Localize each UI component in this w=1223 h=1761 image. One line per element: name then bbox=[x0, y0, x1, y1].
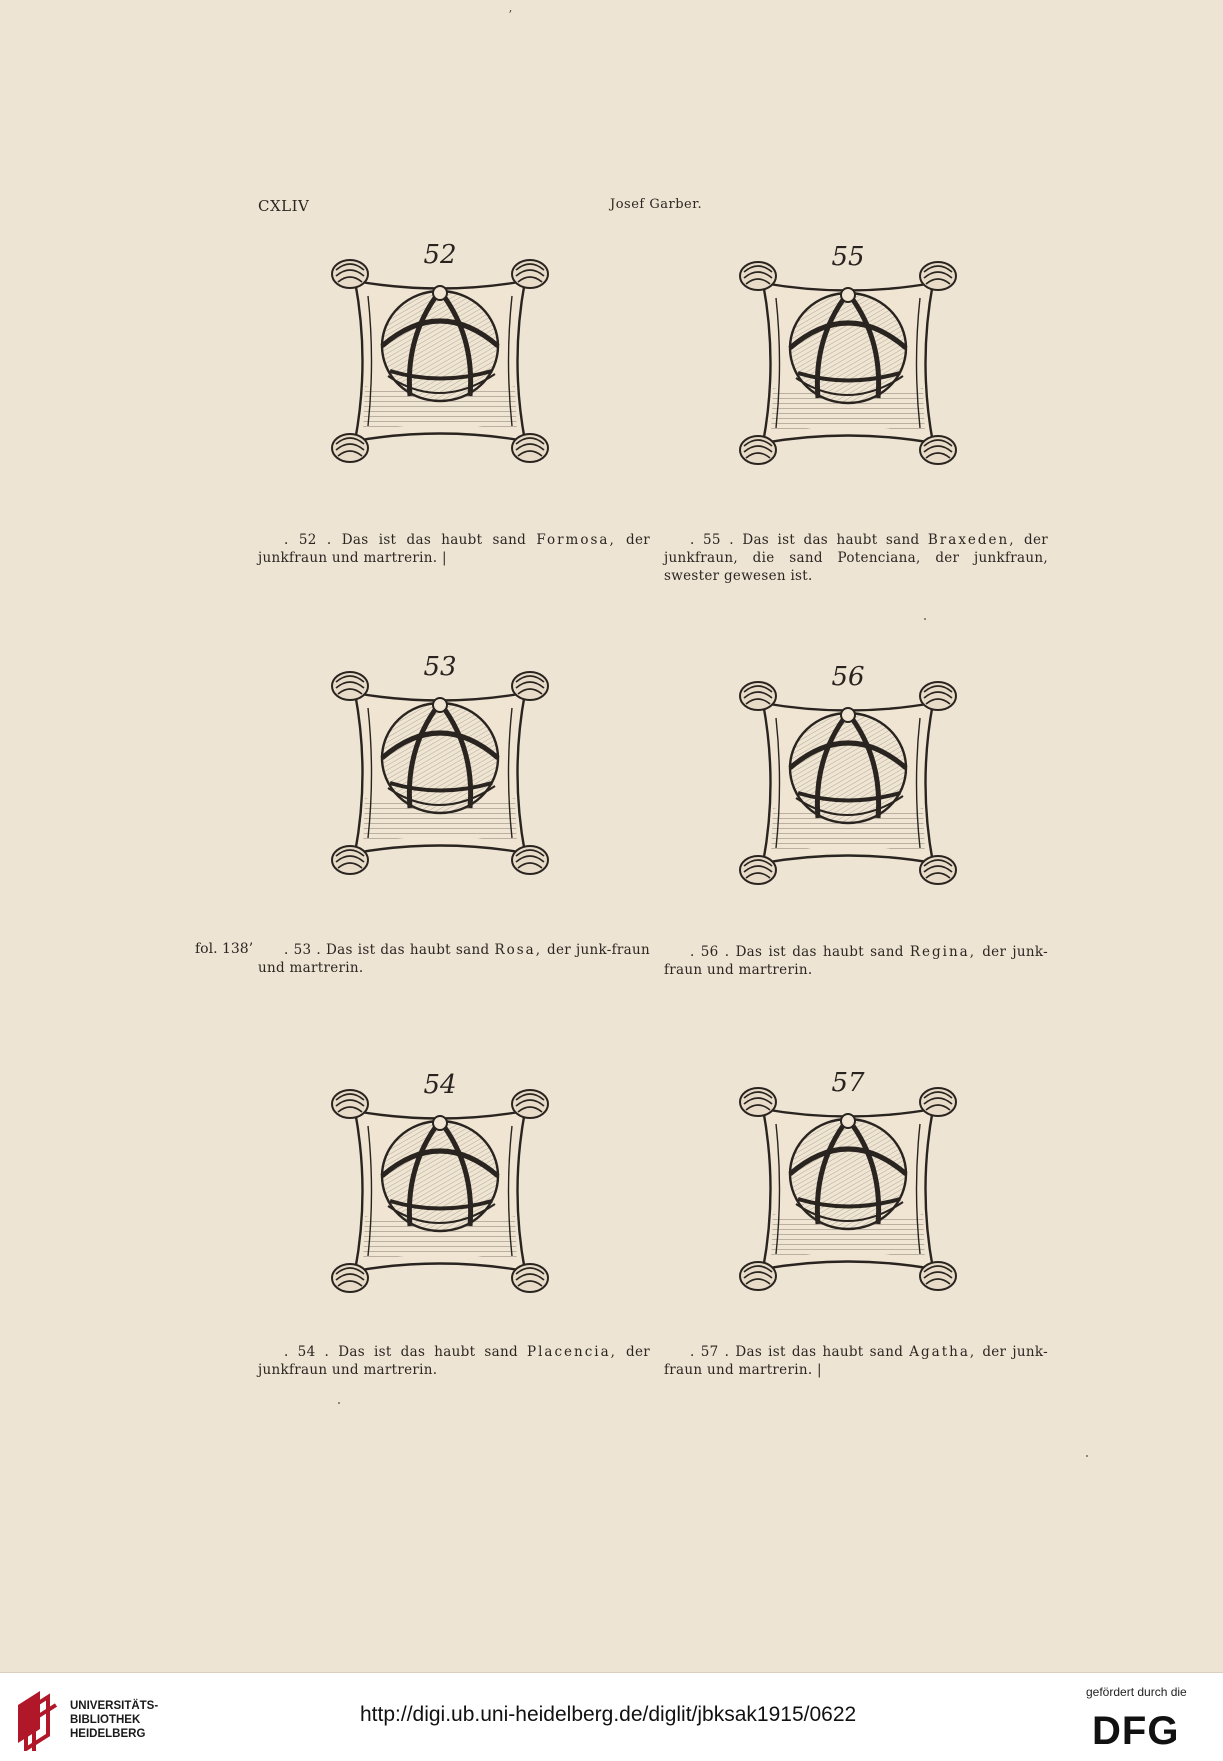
margin-note-folio: fol. 138’ bbox=[195, 941, 254, 957]
figure-number: 57 bbox=[831, 1068, 865, 1098]
woodcut-figure-53 bbox=[310, 648, 570, 898]
caption-53: . 53 . Das ist das haubt sand Rosa, der junk-fraun und martrerin. bbox=[258, 942, 651, 976]
woodcut-figure-56 bbox=[718, 658, 978, 908]
funding-label: gefördert durch die bbox=[1086, 1685, 1187, 1699]
figure-number: 54 bbox=[423, 1070, 457, 1100]
document-url-link[interactable]: http://digi.ub.uni-heidelberg.de/diglit/jbksak1915/0622 bbox=[360, 1703, 857, 1726]
caption-55: . 55 . Das ist das haubt sand Braxeden, der junkfraun, die sand Potenciana, der junkfraun, swester gewesen ist. bbox=[664, 532, 1048, 584]
figure-number: 55 bbox=[831, 242, 865, 272]
caption-54: . 54 . Das ist das haubt sand Placencia, der junkfraun und martrerin. bbox=[258, 1344, 651, 1378]
paper-speck bbox=[924, 618, 926, 620]
paper-speck bbox=[1086, 1455, 1088, 1457]
caption-57: . 57 . Das ist das haubt sand Agatha, der junk-fraun und martrerin. | bbox=[664, 1344, 1049, 1378]
woodcut-figure-55 bbox=[718, 238, 978, 488]
dfg-logo: DFG bbox=[1092, 1709, 1180, 1753]
woodcut-figure-54 bbox=[310, 1066, 570, 1316]
university-library-logo-icon bbox=[14, 1683, 68, 1751]
paper-speck bbox=[338, 1402, 340, 1404]
ink-speck: ʼ bbox=[508, 8, 512, 22]
caption-56: . 56 . Das ist das haubt sand Regina, der junk-fraun und martrerin. bbox=[664, 944, 1048, 978]
viewer-footer bbox=[0, 1672, 1223, 1761]
woodcut-figure-57 bbox=[718, 1064, 978, 1314]
university-library-name: UNIVERSITÄTS- BIBLIOTHEK HEIDELBERG bbox=[70, 1700, 159, 1740]
page-number: CXLIV bbox=[258, 197, 310, 215]
figure-number: 56 bbox=[831, 662, 865, 692]
woodcut-figure-52 bbox=[310, 236, 570, 486]
figure-number: 53 bbox=[423, 652, 457, 682]
caption-52: . 52 . Das ist das haubt sand Formosa, der junkfraun und martrerin. | bbox=[258, 532, 651, 566]
figure-number: 52 bbox=[423, 240, 457, 270]
running-head-author: Josef Garber. bbox=[610, 197, 703, 212]
